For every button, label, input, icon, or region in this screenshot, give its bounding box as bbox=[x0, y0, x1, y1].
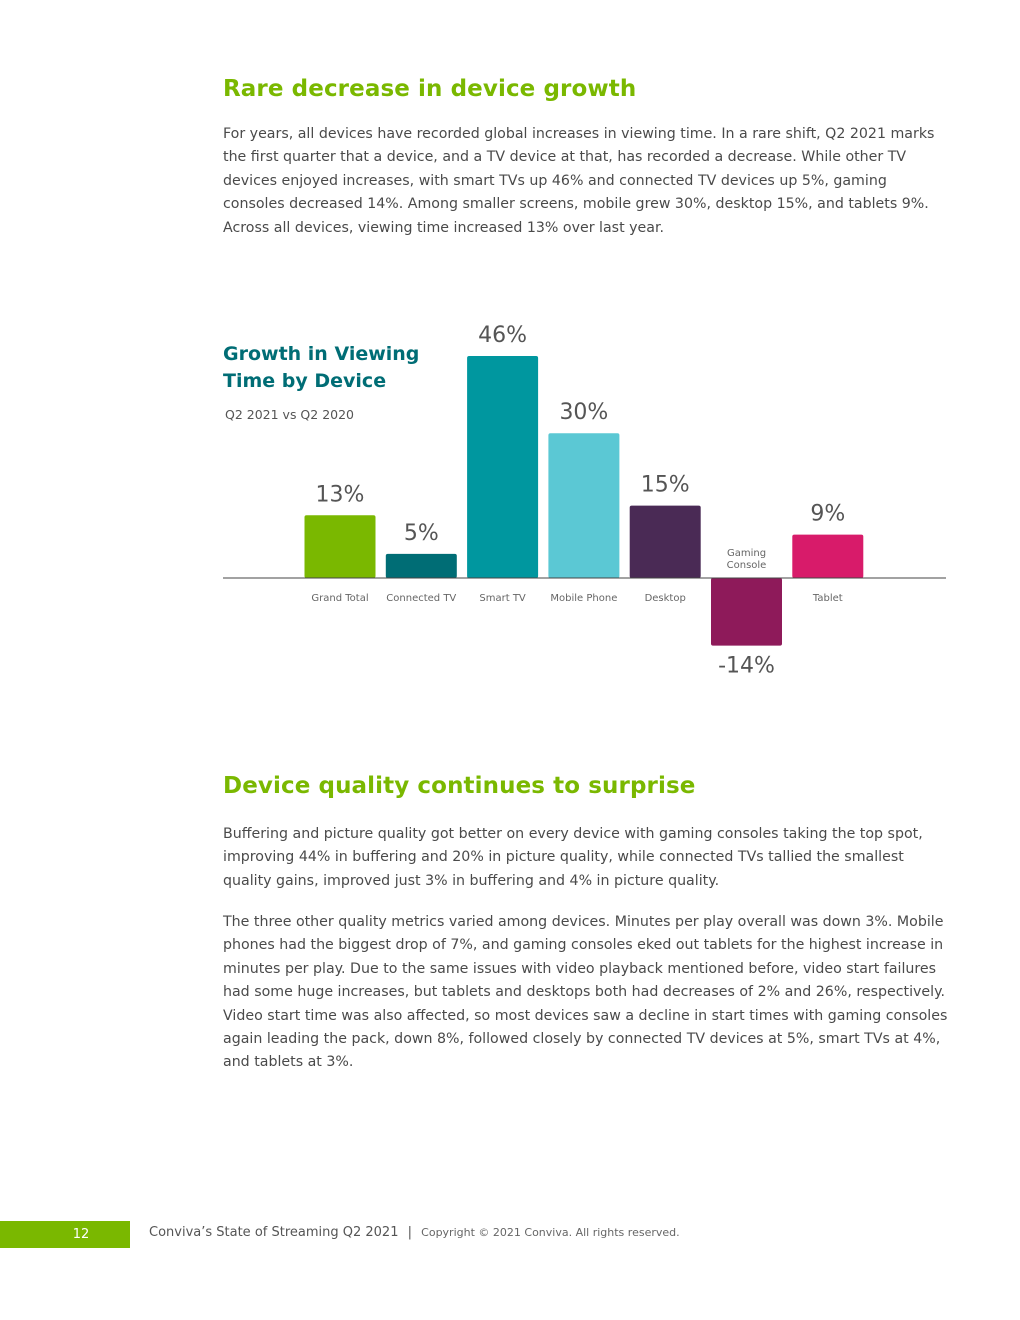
bar-connected-tv bbox=[386, 554, 457, 578]
footer-page-number: 12 bbox=[0, 1221, 130, 1248]
data-label-connected-tv: 5% bbox=[403, 520, 439, 546]
footer bbox=[149, 1225, 680, 1240]
data-label-desktop: 15% bbox=[640, 472, 690, 498]
chart-title-line-1: Growth in Viewing bbox=[223, 343, 420, 365]
chart-subtitle: Q2 2021 vs Q2 2020 bbox=[225, 407, 355, 422]
data-label-gaming-console: -14% bbox=[718, 653, 775, 679]
category-label-smart-tv: Smart TV bbox=[479, 593, 526, 604]
data-label-grand-total: 13% bbox=[315, 482, 365, 508]
bar-tablet bbox=[792, 535, 863, 578]
data-label-mobile-phone: 30% bbox=[559, 400, 609, 426]
bar-gaming-console bbox=[711, 578, 782, 646]
bar-desktop bbox=[630, 506, 701, 578]
paragraph-device-growth: For years, all devices have recorded global increases in viewing time. In a rare shift, Q2 2021 marks the first quarter that a device, and a TV device at that, has recorded a decrease. While other TV devices enjoyed increases, with smart TVs up 46% and connected TV devices up 5%, gaming consoles decreased 14%. Among smaller screens, mobile grew 30%, desktop 15%, and tablets 9%. Across all devices, viewing time increased 13% over last year. bbox=[223, 126, 935, 236]
category-label-desktop: Desktop bbox=[644, 593, 686, 604]
footer-report-title: Conviva’s State of Streaming Q2 2021 bbox=[149, 1225, 399, 1240]
data-label-tablet: 9% bbox=[810, 501, 846, 527]
section-heading-device-growth: Rare decrease in device growth bbox=[223, 76, 637, 102]
chart-title-line-2: Time by Device bbox=[223, 370, 387, 392]
section-heading-device-quality: Device quality continues to surprise bbox=[223, 773, 696, 799]
category-label-gaming-console bbox=[727, 548, 767, 571]
chart-title bbox=[223, 341, 419, 395]
footer-separator: | bbox=[407, 1225, 413, 1240]
data-label-smart-tv: 46% bbox=[478, 323, 528, 348]
category-label-tablet: Tablet bbox=[812, 593, 843, 604]
category-label-grand-total: Grand Total bbox=[311, 593, 369, 604]
paragraph-quality-1: Buffering and picture quality got better on every device with gaming consoles taking the top spot, improving 44% in buffering and 20% in picture quality, while connected TVs tallied the smallest quality gains, improved just 3% in buffering and 4% in picture quality. bbox=[223, 826, 923, 889]
bar-grand-total bbox=[305, 515, 376, 578]
category-label-word: Console bbox=[726, 560, 767, 571]
paragraph-quality-2: The three other quality metrics varied among devices. Minutes per play overall was down 3%. Mobile phones had the biggest drop of 7%, and gaming consoles eked out tablets for the highest increase in minutes per play. Due to the same issues with video playback mentioned before, video start failures had some huge increases, but tablets and desktops both had decreases of 2% and 26%, respectively. Video start time was also affected, so most devices saw a decline in start times with gaming consoles again leading the pack, down 8%, followed closely by connected TV devices at 5%, smart TVs at 4%, and tablets at 3%. bbox=[223, 914, 948, 1071]
category-label-connected-tv: Connected TV bbox=[386, 593, 457, 604]
bar-mobile-phone bbox=[548, 433, 619, 578]
category-label-word: Gaming bbox=[726, 548, 767, 559]
footer-copyright: Copyright © 2021 Conviva. All rights reserved. bbox=[421, 1226, 680, 1239]
bar-smart-tv bbox=[467, 356, 538, 578]
category-label-mobile-phone: Mobile Phone bbox=[550, 593, 618, 604]
